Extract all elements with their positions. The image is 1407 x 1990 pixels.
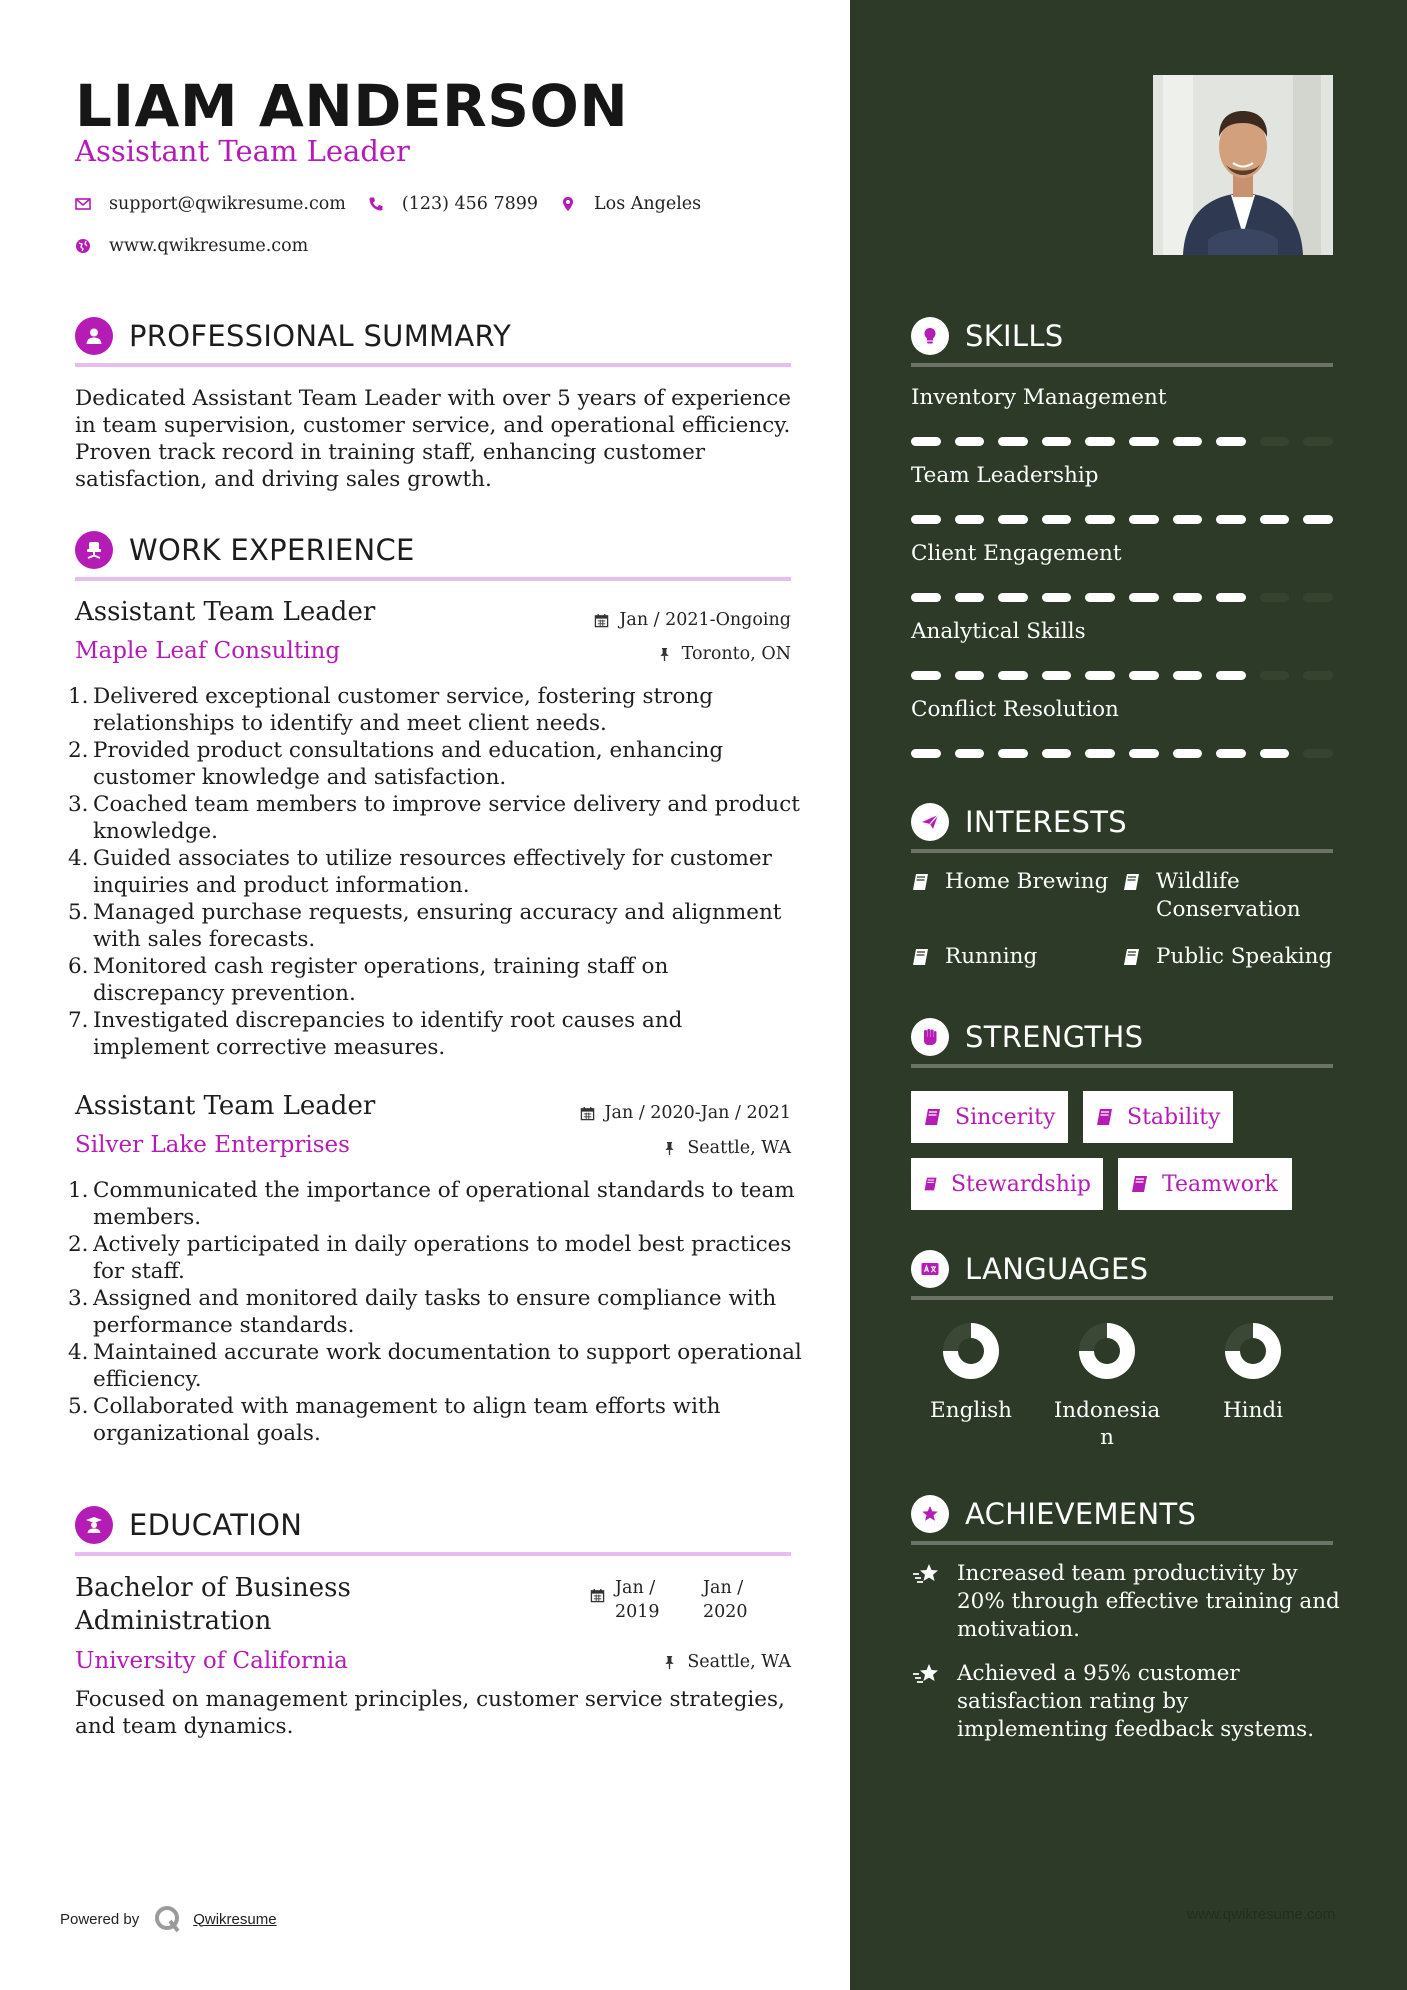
language-ring-hole <box>1240 1338 1266 1364</box>
skill-segment <box>911 671 941 680</box>
school-name: University of California <box>75 1648 348 1674</box>
footer-powered-by <box>60 1904 277 1934</box>
skill-segment <box>1042 515 1072 524</box>
candidate-name: LIAM ANDERSON <box>75 72 629 140</box>
achievement-text: Achieved a 95% customer satisfaction rating by implementing feedback systems. <box>957 1661 1315 1742</box>
candidate-role: Assistant Team Leader <box>75 134 410 168</box>
list-item: 3. Assigned and monitored daily tasks to ensure compliance with performance standards. <box>68 1285 803 1339</box>
job-date <box>594 610 791 630</box>
powered-by-label: Powered by <box>60 1910 140 1928</box>
skills-heading <box>911 317 1064 355</box>
footer-url[interactable]: www.qwikresume.com <box>1187 1906 1336 1923</box>
interests-heading <box>911 803 1127 841</box>
skill-segment <box>1216 515 1246 524</box>
strengths-heading <box>911 1018 1143 1056</box>
paper-plane-icon <box>911 803 949 841</box>
contact-location: Los Angeles <box>594 194 702 214</box>
achievement-text: Increased team productivity by 20% through effective training and motivation. <box>957 1561 1340 1642</box>
education-start-month: Jan / <box>615 1578 656 1598</box>
fist-icon <box>911 1018 949 1056</box>
education-end-year: 2020 <box>703 1602 748 1622</box>
experience-heading <box>75 531 415 569</box>
skill-segment <box>998 437 1028 446</box>
skill-segment <box>911 437 941 446</box>
job-date-text: Jan / 2021-Ongoing <box>619 610 791 630</box>
language-label: Hindi <box>1222 1398 1284 1423</box>
skill-segment <box>1085 749 1115 758</box>
strength-tag <box>1118 1158 1292 1210</box>
book-icon <box>1130 1174 1150 1194</box>
skill-segment <box>998 749 1028 758</box>
skill-segment <box>1129 749 1159 758</box>
skill-segment <box>1303 593 1333 602</box>
summary-title: PROFESSIONAL SUMMARY <box>129 319 512 353</box>
interest-label: Public Speaking <box>1156 944 1333 969</box>
skill-segment <box>1085 515 1115 524</box>
achievement-item <box>911 1560 1341 1644</box>
book-icon <box>911 872 931 892</box>
job-location <box>662 1138 791 1158</box>
job-duties-list <box>68 683 803 1061</box>
user-icon <box>75 317 113 355</box>
skill-segment <box>1129 593 1159 602</box>
skill-level-bar <box>911 593 1333 603</box>
languages-heading <box>911 1250 1148 1288</box>
qwikresume-logo-icon <box>153 1904 183 1934</box>
strength-tag <box>911 1091 1068 1143</box>
strengths-divider <box>911 1064 1333 1068</box>
summary-divider <box>75 363 791 367</box>
skill-segment <box>911 515 941 524</box>
duty-text: Maintained accurate work documentation to support operational efficiency. <box>93 1340 802 1392</box>
strength-label: Teamwork <box>1162 1171 1278 1197</box>
education-start <box>615 1576 703 1624</box>
shooting-star-icon <box>911 1560 941 1590</box>
graduate-icon <box>75 1506 113 1544</box>
book-icon <box>1122 872 1142 892</box>
job-location-text: Seattle, WA <box>687 1138 791 1158</box>
skill-segment <box>1260 515 1290 524</box>
skill-segment <box>1042 749 1072 758</box>
education-heading <box>75 1506 302 1544</box>
list-item: 5. Collaborated with management to align team efforts with organizational goals. <box>68 1393 803 1447</box>
skill-level-bar <box>911 671 1333 681</box>
book-icon <box>1122 947 1142 967</box>
achievement-item <box>911 1660 1341 1744</box>
skill-segment <box>1085 437 1115 446</box>
duty-text: Provided product consultations and education, enhancing customer knowledge and satisfaction. <box>93 738 724 790</box>
list-item: 4. Guided associates to utilize resources effectively for customer inquiries and product information. <box>68 845 803 899</box>
skill-segment <box>1042 671 1072 680</box>
strength-tag <box>1083 1091 1233 1143</box>
map-pin-icon <box>560 196 576 212</box>
education-title: EDUCATION <box>129 1508 303 1542</box>
skill-name: Team Leadership <box>911 463 1099 488</box>
pushpin-icon <box>662 1655 677 1670</box>
duty-text: Communicated the importance of operational standards to team members. <box>93 1178 795 1230</box>
skill-segment <box>1303 437 1333 446</box>
duty-text: Coached team members to improve service delivery and product knowledge. <box>93 792 800 844</box>
skill-name: Conflict Resolution <box>911 697 1119 722</box>
list-item: 2. Actively participated in daily operations to model best practices for staff. <box>68 1231 803 1285</box>
skill-segment <box>955 749 985 758</box>
skill-segment <box>1173 749 1203 758</box>
experience-divider <box>75 577 791 581</box>
lightbulb-icon <box>911 317 949 355</box>
skill-segment <box>1260 749 1290 758</box>
skills-title: SKILLS <box>965 319 1064 353</box>
contact-phone[interactable]: (123) 456 7899 <box>401 194 539 214</box>
languages-title: LANGUAGES <box>965 1252 1149 1286</box>
summary-heading <box>75 317 511 355</box>
job-title: Assistant Team Leader <box>75 597 376 627</box>
phone-icon <box>368 196 384 212</box>
skill-segment <box>1303 671 1333 680</box>
skill-segment <box>1260 437 1290 446</box>
language-item <box>1052 1320 1162 1451</box>
skills-divider <box>911 363 1333 367</box>
envelope-icon <box>75 196 91 212</box>
language-level-ring <box>1076 1320 1138 1382</box>
degree-line-2: Administration <box>75 1606 272 1636</box>
star-badge-icon <box>911 1495 949 1533</box>
interest-label: Wildlife Conservation <box>1156 869 1301 922</box>
book-icon <box>923 1107 943 1127</box>
strength-label: Sincerity <box>955 1104 1056 1130</box>
duty-text: Actively participated in daily operations to model best practices for staff. <box>93 1232 792 1284</box>
office-chair-icon <box>75 531 113 569</box>
skill-level-bar <box>911 749 1333 759</box>
list-item: 2. Provided product consultations and education, enhancing customer knowledge and satisfaction. <box>68 737 803 791</box>
strength-tag <box>911 1158 1103 1210</box>
skill-segment <box>1260 671 1290 680</box>
skill-segment <box>955 437 985 446</box>
education-end-month: Jan / <box>703 1578 744 1598</box>
globe-icon <box>75 238 91 254</box>
skill-segment <box>1303 515 1333 524</box>
list-item: 4. Maintained accurate work documentation to support operational efficiency. <box>68 1340 802 1392</box>
skill-segment <box>1303 749 1333 758</box>
skill-segment <box>955 593 985 602</box>
skill-name: Client Engagement <box>911 541 1122 566</box>
language-level-ring <box>940 1320 1002 1382</box>
contact-email[interactable]: support@qwikresume.com <box>109 194 346 214</box>
strength-label: Stewardship <box>950 1171 1091 1197</box>
skill-segment <box>1173 593 1203 602</box>
sidebar <box>850 0 1407 1990</box>
interest-label: Running <box>945 944 1038 969</box>
job-date-text: Jan / 2020-Jan / 2021 <box>604 1103 791 1123</box>
book-icon <box>1095 1107 1115 1127</box>
degree-title <box>75 1572 351 1638</box>
language-item <box>911 1320 1031 1424</box>
job-date <box>580 1103 791 1123</box>
interest-item <box>911 943 1037 971</box>
calendar-icon <box>580 1106 595 1121</box>
skill-segment <box>998 593 1028 602</box>
skill-level-bar <box>911 515 1333 525</box>
education-divider <box>75 1552 791 1556</box>
pushpin-icon <box>662 1141 677 1156</box>
education-end <box>703 1576 748 1624</box>
skill-segment <box>911 749 941 758</box>
calendar-icon <box>590 1588 605 1603</box>
interest-label: Home Brewing <box>945 869 1109 894</box>
strength-label: Stability <box>1127 1104 1221 1130</box>
job-location-text: Toronto, ON <box>681 644 791 664</box>
skill-segment <box>1042 437 1072 446</box>
skill-segment <box>1085 671 1115 680</box>
person-portrait-icon <box>1153 75 1333 255</box>
duty-text: Delivered exceptional customer service, fostering strong relationships to identify and meet client needs. <box>93 684 714 736</box>
shooting-star-icon <box>911 1660 941 1690</box>
skill-level-bar <box>911 437 1333 447</box>
language-level-ring <box>1222 1320 1284 1382</box>
pushpin-icon <box>657 647 672 662</box>
interest-item <box>1122 868 1322 924</box>
skill-segment <box>1129 515 1159 524</box>
skill-segment <box>1085 593 1115 602</box>
experience-title: WORK EXPERIENCE <box>129 533 415 567</box>
achievements-divider <box>911 1541 1333 1545</box>
website-row <box>75 236 330 256</box>
duty-text: Monitored cash register operations, training staff on discrepancy prevention. <box>93 954 669 1006</box>
job-title: Assistant Team Leader <box>75 1091 376 1121</box>
skill-name: Inventory Management <box>911 385 1167 410</box>
duty-text: Guided associates to utilize resources effectively for customer inquiries and product information. <box>93 846 772 898</box>
contact-row <box>75 194 723 214</box>
duty-text: Investigated discrepancies to identify root causes and implement corrective measures. <box>93 1008 683 1060</box>
skill-segment <box>955 671 985 680</box>
list-item: 1. Delivered exceptional customer service, fostering strong relationships to identify and meet client needs. <box>68 683 803 737</box>
skill-segment <box>911 593 941 602</box>
skill-segment <box>1216 749 1246 758</box>
duty-text: Assigned and monitored daily tasks to ensure compliance with performance standards. <box>93 1286 777 1338</box>
skill-segment <box>998 515 1028 524</box>
skill-segment <box>1129 671 1159 680</box>
skill-segment <box>1216 437 1246 446</box>
translate-icon <box>911 1250 949 1288</box>
interest-item <box>911 868 1108 896</box>
book-icon <box>911 947 931 967</box>
list-item: 7. Investigated discrepancies to identify root causes and implement corrective measures. <box>68 1007 803 1061</box>
degree-line-1: Bachelor of Business <box>75 1573 351 1603</box>
interests-title: INTERESTS <box>965 805 1127 839</box>
education-start-year: 2019 <box>615 1602 660 1622</box>
skill-segment <box>998 671 1028 680</box>
summary-text: Dedicated Assistant Team Leader with over 5 years of experience in team supervision, customer service, and operational efficiency. Proven track record in training staff, enhancing customer satisfaction, and driving sales growth. <box>75 386 791 492</box>
language-label: Indonesian <box>1053 1398 1161 1450</box>
job-company: Maple Leaf Consulting <box>75 638 341 664</box>
education-dates <box>590 1576 748 1624</box>
job-duties-list <box>68 1177 803 1447</box>
book-icon <box>923 1174 939 1194</box>
skill-segment <box>1216 671 1246 680</box>
education-location <box>662 1652 791 1672</box>
interests-divider <box>911 849 1333 853</box>
achievements-title: ACHIEVEMENTS <box>965 1497 1197 1531</box>
contact-website[interactable]: www.qwikresume.com <box>109 236 309 256</box>
education-text: Focused on management principles, customer service strategies, and team dynamics. <box>75 1687 785 1739</box>
list-item: 1. Communicated the importance of operational standards to team members. <box>68 1177 803 1231</box>
profile-photo <box>1153 75 1333 255</box>
language-ring-hole <box>958 1338 984 1364</box>
skill-segment <box>1042 593 1072 602</box>
list-item: 3. Coached team members to improve service delivery and product knowledge. <box>68 791 803 845</box>
education-location-text: Seattle, WA <box>687 1652 791 1672</box>
language-item <box>1193 1320 1313 1424</box>
job-location <box>657 644 791 664</box>
calendar-icon <box>594 613 609 628</box>
skill-segment <box>1173 515 1203 524</box>
skill-segment <box>1173 437 1203 446</box>
skill-segment <box>1216 593 1246 602</box>
interest-item <box>1122 943 1332 971</box>
skill-segment <box>955 515 985 524</box>
achievements-heading <box>911 1495 1196 1533</box>
language-ring-hole <box>1094 1338 1120 1364</box>
skill-segment <box>1173 671 1203 680</box>
job-company: Silver Lake Enterprises <box>75 1132 350 1158</box>
brand-link[interactable]: Qwikresume <box>193 1910 277 1928</box>
languages-divider <box>911 1296 1333 1300</box>
list-item: 5. Managed purchase requests, ensuring accuracy and alignment with sales forecasts. <box>68 899 803 953</box>
skill-segment <box>1260 593 1290 602</box>
list-item: 6. Monitored cash register operations, training staff on discrepancy prevention. <box>68 953 803 1007</box>
skill-segment <box>1129 437 1159 446</box>
language-label: English <box>930 1398 1012 1423</box>
duty-text: Managed purchase requests, ensuring accuracy and alignment with sales forecasts. <box>93 900 782 952</box>
skill-name: Analytical Skills <box>911 619 1086 644</box>
strengths-title: STRENGTHS <box>965 1020 1144 1054</box>
duty-text: Collaborated with management to align team efforts with organizational goals. <box>93 1394 721 1446</box>
